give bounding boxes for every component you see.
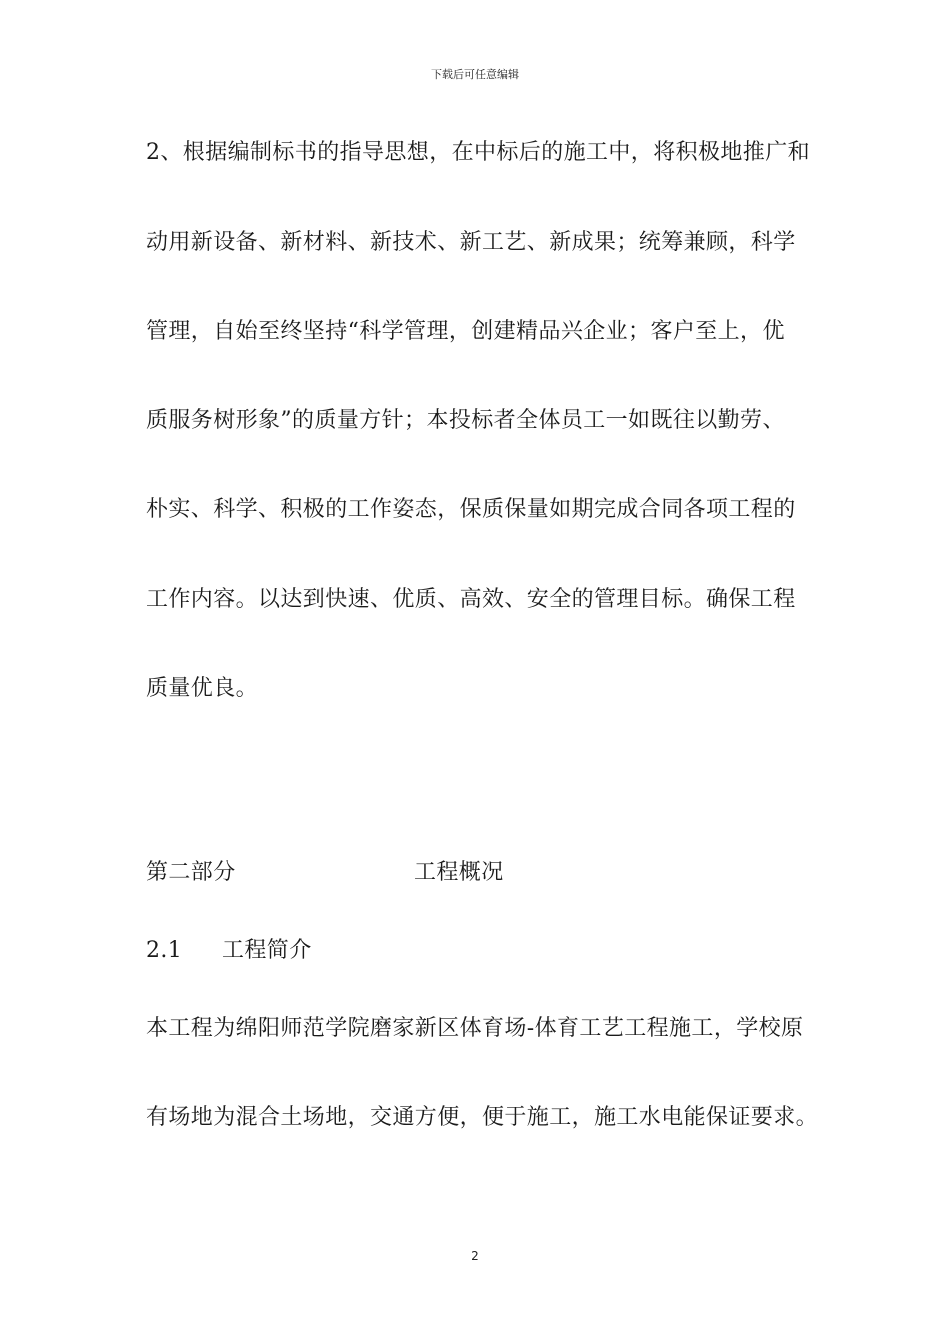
paragraph-line: 朴实、科学、积极的工作姿态，保质保量如期完成合同各项工程的	[146, 497, 796, 522]
paragraph-line: 质量优良。	[146, 676, 259, 701]
paragraph-line: 动用新设备、新材料、新技术、新工艺、新成果；统筹兼顾，科学	[146, 230, 796, 255]
page-header: 下载后可任意编辑	[431, 68, 519, 81]
paragraph-line: 管理，自始至终坚持“科学管理，创建精品兴企业；客户至上，优	[146, 319, 785, 344]
paragraph-line: 质服务树形象”的质量方针；本投标者全体员工一如既往以勤劳、	[146, 408, 785, 433]
section-heading	[146, 858, 504, 888]
subsection-number: 2.1	[146, 938, 183, 963]
subsection-heading	[146, 936, 312, 966]
section-part-title: 工程概况	[414, 860, 504, 885]
paragraph-line: 工作内容。以达到快速、优质、高效、安全的管理目标。确保工程	[146, 587, 796, 612]
paragraph-line: 2、根据编制标书的指导思想，在中标后的施工中，将积极地推广和	[146, 140, 810, 165]
subsection-title: 工程简介	[222, 938, 312, 963]
page-number: 2	[471, 1249, 479, 1263]
paragraph-line: 有场地为混合土场地，交通方便，便于施工，施工水电能保证要求。	[146, 1105, 819, 1130]
paragraph-line: 本工程为绵阳师范学院磨家新区体育场-体育工艺工程施工，学校原	[146, 1016, 804, 1041]
section-part-label: 第二部分	[146, 860, 236, 885]
